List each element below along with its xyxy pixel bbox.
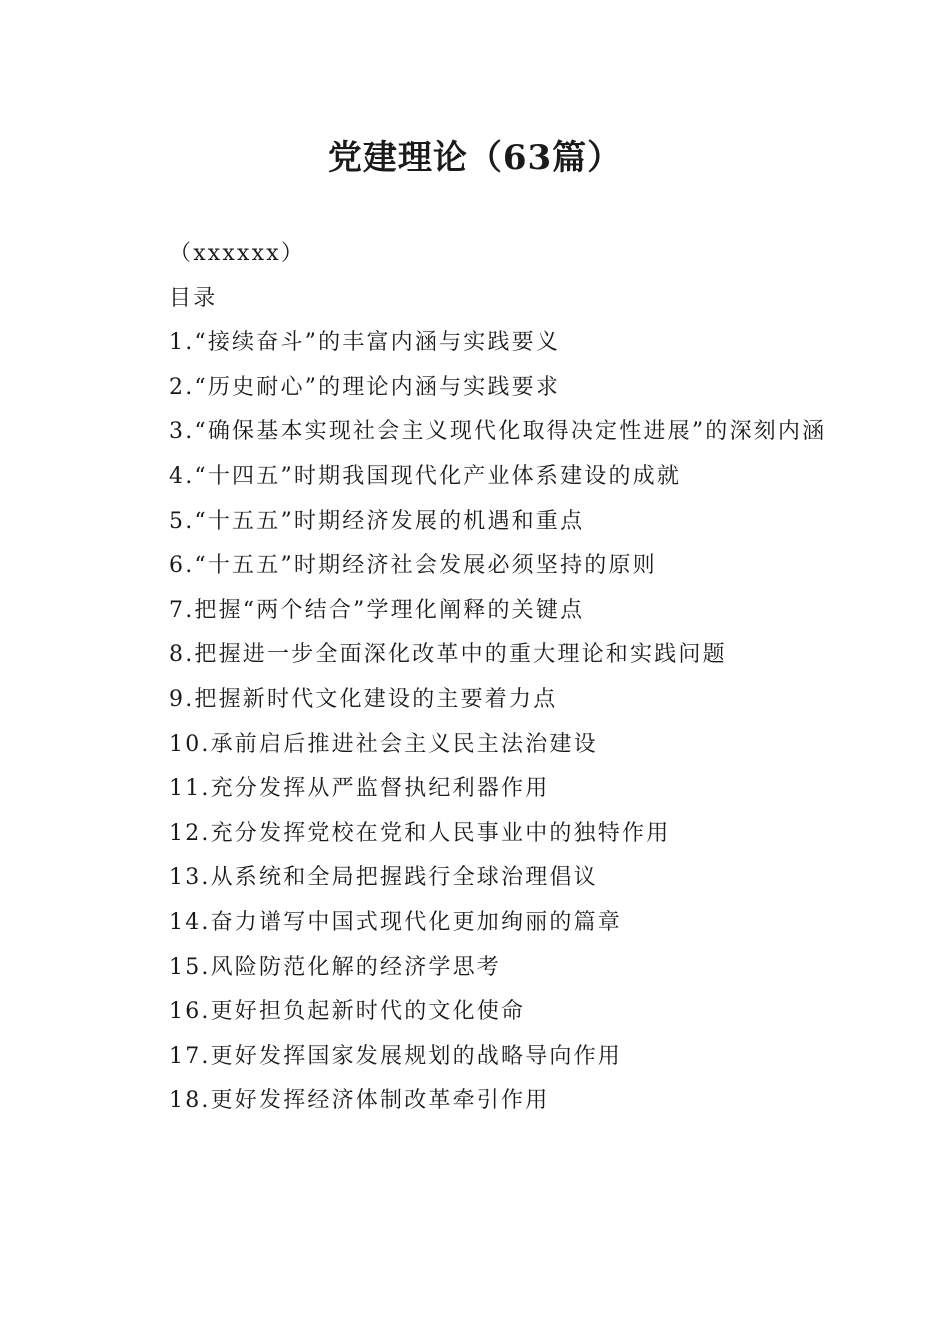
toc-item: 5.“十五五”时期经济发展的机遇和重点 — [169, 508, 585, 534]
toc-item: 15.风险防范化解的经济学思考 — [169, 954, 501, 980]
toc-item: 11.充分发挥从严监督执纪利器作用 — [169, 776, 550, 802]
toc-item: 2.“历史耐心”的理论内涵与实践要求 — [169, 374, 561, 400]
toc-item: 16.更好担负起新时代的文化使命 — [169, 999, 526, 1025]
toc-item: 4.“十四五”时期我国现代化产业体系建设的成就 — [169, 463, 682, 489]
toc-heading: 目录 — [169, 285, 218, 311]
document-title: 党建理论（63篇） — [327, 138, 623, 178]
toc-item: 14.奋力谱写中国式现代化更加绚丽的篇章 — [169, 909, 622, 935]
document-body — [120, 232, 830, 1124]
toc-item: 1.“接续奋斗”的丰富内涵与实践要义 — [169, 330, 561, 356]
author-line: （xxxxxx） — [169, 241, 306, 266]
toc-item: 3.“确保基本实现社会主义现代化取得决定性进展”的深刻内涵 — [169, 419, 827, 445]
toc-item: 13.从系统和全局把握践行全球治理倡议 — [169, 865, 598, 891]
toc-item: 9.把握新时代文化建设的主要着力点 — [169, 686, 558, 712]
toc-item: 18.更好发挥经济体制改革牵引作用 — [169, 1088, 550, 1114]
toc-item: 10.承前启后推进社会主义民主法治建设 — [169, 731, 598, 757]
toc-item: 17.更好发挥国家发展规划的战略导向作用 — [169, 1043, 622, 1069]
toc-item: 6.“十五五”时期经济社会发展必须坚持的原则 — [169, 553, 657, 579]
toc-item: 7.把握“两个结合”学理化阐释的关键点 — [169, 597, 585, 623]
toc-item: 12.充分发挥党校在党和人民事业中的独特作用 — [169, 820, 671, 846]
toc-item: 8.把握进一步全面深化改革中的重大理论和实践问题 — [169, 642, 727, 668]
